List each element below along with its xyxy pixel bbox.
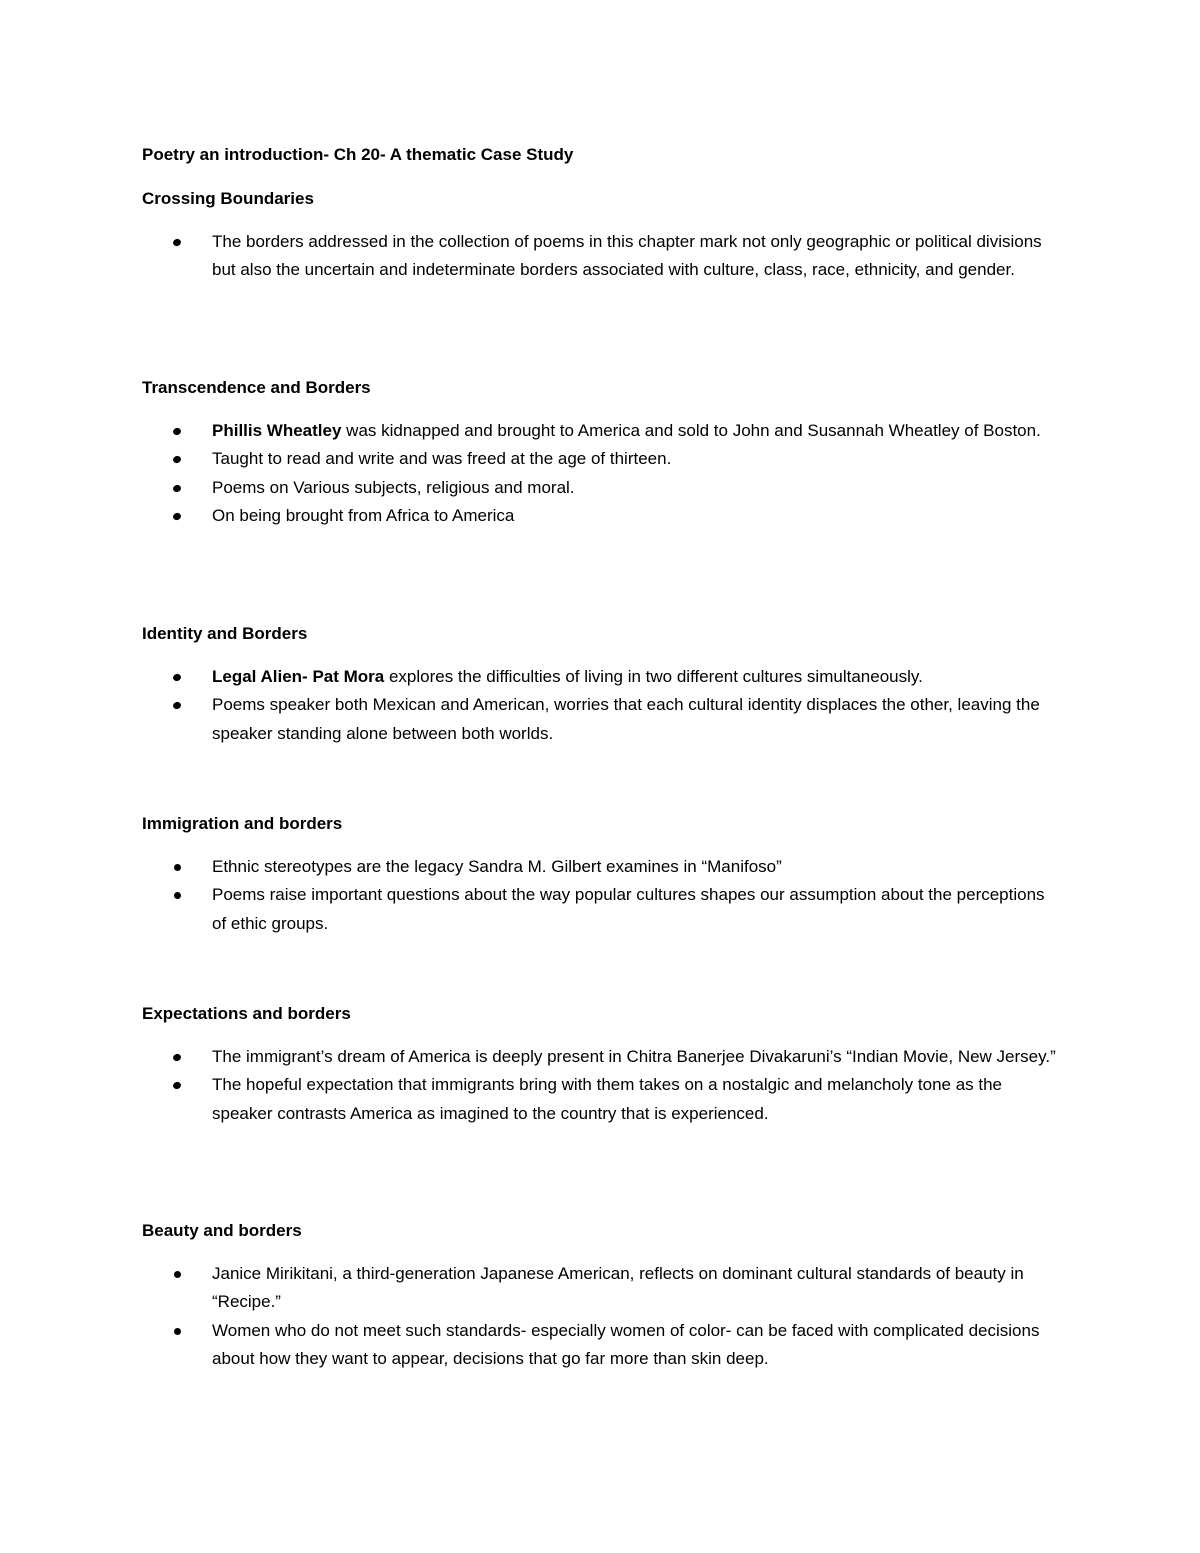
list-item-text: The hopeful expectation that immigrants bring with them takes on a nostalgic and melancholy tone as the speaker contrasts America as imagined to the country that is experienced. [212, 1075, 1003, 1123]
list-item-text: was kidnapped and brought to America and sold to John and Susannah Wheatley of Boston. [341, 420, 1041, 440]
list-item-text: Ethnic stereotypes are the legacy Sandra M. Gilbert examines in “Manifoso” [212, 856, 782, 876]
list-item [142, 474, 1062, 503]
section-crossing-boundaries [142, 185, 1062, 285]
bullet-icon [172, 237, 182, 246]
bullet-list [142, 853, 1062, 939]
bullet-list [142, 228, 1062, 285]
list-item [142, 1260, 1062, 1317]
bullet-list [142, 1043, 1062, 1129]
list-item [142, 853, 1062, 882]
list-item [142, 1317, 1062, 1374]
bullet-icon [172, 1052, 182, 1061]
section-immigration-and-borders [142, 810, 1062, 938]
bullet-icon [172, 426, 182, 435]
list-item [142, 691, 1062, 748]
section-heading: Transcendence and Borders [142, 378, 371, 397]
bullet-icon [174, 864, 181, 871]
bullet-icon [172, 672, 182, 681]
list-item-lead: Legal Alien- Pat Mora [212, 666, 385, 686]
section-heading: Immigration and borders [142, 814, 343, 833]
list-item [142, 1071, 1062, 1128]
list-item [142, 445, 1062, 474]
bullet-icon [172, 455, 182, 464]
bullet-icon [172, 483, 182, 492]
list-item-text: Poems speaker both Mexican and American, worries that each cultural identity displaces the other, leaving the speaker standing alone between both worlds. [212, 695, 1040, 743]
list-item-text: Poems on Various subjects, religious and moral. [212, 477, 575, 497]
list-item-text: The immigrant’s dream of America is deeply present in Chitra Banerjee Divakaruni’s “Indian Movie, New Jersey.” [212, 1046, 1056, 1066]
section-heading: Identity and Borders [142, 624, 308, 643]
bullet-icon [172, 701, 182, 710]
list-item [142, 881, 1062, 938]
list-item-text: Poems raise important questions about the way popular cultures shapes our assumption about the perceptions of ethic groups. [212, 885, 1045, 933]
bullet-icon [172, 1081, 182, 1090]
document-title: Poetry an introduction- Ch 20- A thematic Case Study [142, 145, 574, 164]
list-item [142, 228, 1062, 285]
section-heading: Beauty and borders [142, 1221, 302, 1240]
section-expectations-and-borders [142, 1000, 1062, 1128]
list-item [142, 502, 1062, 531]
bullet-list [142, 663, 1062, 749]
list-item-text: explores the difficulties of living in two different cultures simultaneously. [384, 666, 923, 686]
section-beauty-and-borders [142, 1217, 1062, 1374]
bullet-list [142, 417, 1062, 531]
section-transcendence-and-borders [142, 374, 1062, 531]
list-item-text: The borders addressed in the collection of poems in this chapter mark not only geographic or political divisions but also the uncertain and indeterminate borders associated with culture, class, race, ethnicity, and gender. [212, 231, 1042, 279]
list-item-text: Taught to read and write and was freed at the age of thirteen. [212, 449, 672, 468]
bullet-icon [172, 512, 182, 521]
list-item [142, 663, 1062, 692]
bullet-icon [174, 892, 181, 899]
list-item-lead: Phillis Wheatley [212, 420, 342, 440]
list-item [142, 417, 1062, 446]
bullet-icon [174, 1328, 181, 1335]
list-item [142, 1043, 1062, 1072]
section-heading: Crossing Boundaries [142, 189, 314, 208]
section-heading: Expectations and borders [142, 1004, 351, 1023]
bullet-icon [174, 1271, 181, 1278]
list-item-text: Women who do not meet such standards- especially women of color- can be faced with complicated decisions about how they want to appear, decisions that go far more than skin deep. [212, 1320, 1040, 1368]
list-item-text: On being brought from Africa to America [212, 506, 515, 525]
bullet-list [142, 1260, 1062, 1374]
list-item-text: Janice Mirikitani, a third-generation Japanese American, reflects on dominant cultural standards of beauty in “Recipe.” [212, 1263, 1024, 1311]
section-identity-and-borders [142, 620, 1062, 748]
